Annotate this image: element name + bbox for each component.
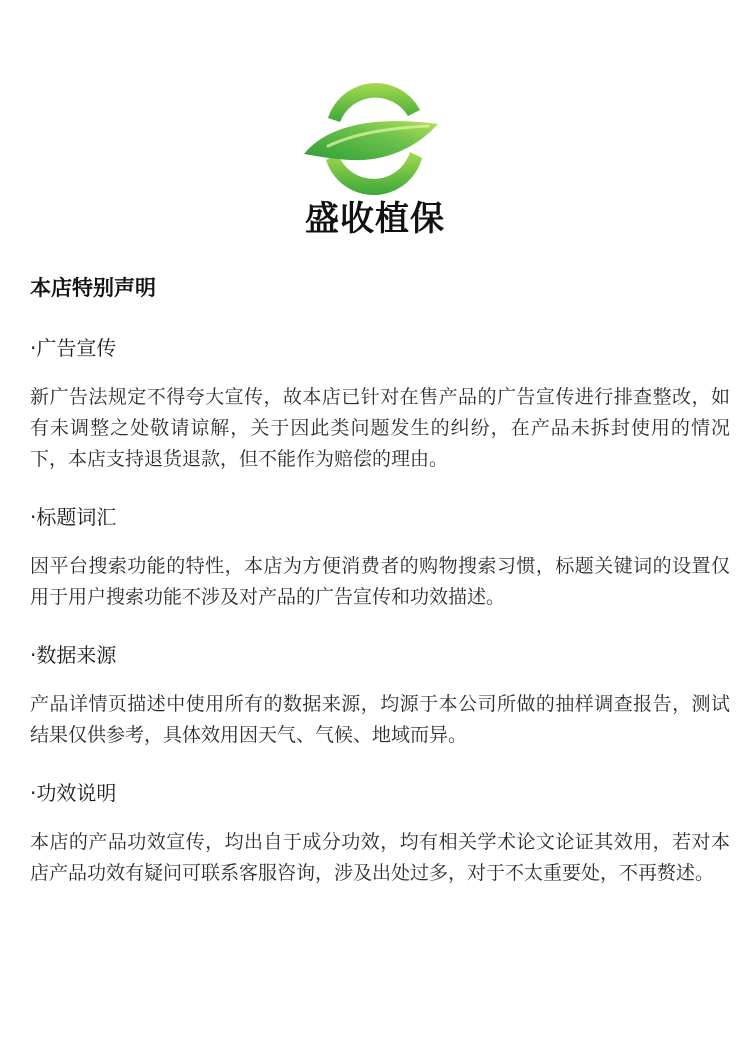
notice-document	[30, 268, 730, 889]
section-body: 本店的产品功效宣传，均出自于成分功效，均有相关学术论文论证其效用，若对本店产品功效有疑问可联系客服咨询，涉及出处过多，对于不太重要处，不再赘述。	[30, 831, 730, 884]
section-efficacy	[30, 773, 730, 889]
brand-header	[0, 76, 750, 246]
section-body: 新广告法规定不得夸大宣传，故本店已针对在售产品的广告宣传进行排查整改，如有未调整之处敬请谅解，关于因此类问题发生的纠纷，在产品未拆封使用的情况下，本店支持退货退款，但不能作为赔偿的理由。	[30, 386, 730, 470]
section-heading: ·标题词汇	[30, 505, 117, 529]
section-data-source	[30, 635, 730, 751]
document-title: 本店特别声明	[30, 276, 156, 300]
section-body: 因平台搜索功能的特性，本店为方便消费者的购物搜索习惯，标题关键词的设置仅用于用户搜索功能不涉及对产品的广告宣传和功效描述。	[30, 555, 730, 608]
section-advertising	[30, 328, 730, 475]
section-heading: ·功效说明	[30, 781, 117, 805]
brand-name: 盛收植保	[305, 199, 445, 239]
section-body: 产品详情页描述中使用所有的数据来源，均源于本公司所做的抽样调查报告，测试结果仅供参考，具体效用因天气、气候、地域而异。	[30, 693, 730, 746]
section-heading: ·广告宣传	[30, 336, 117, 360]
section-title-keywords	[30, 497, 730, 613]
leaf-in-circle-icon	[298, 76, 448, 196]
section-heading: ·数据来源	[30, 643, 117, 667]
